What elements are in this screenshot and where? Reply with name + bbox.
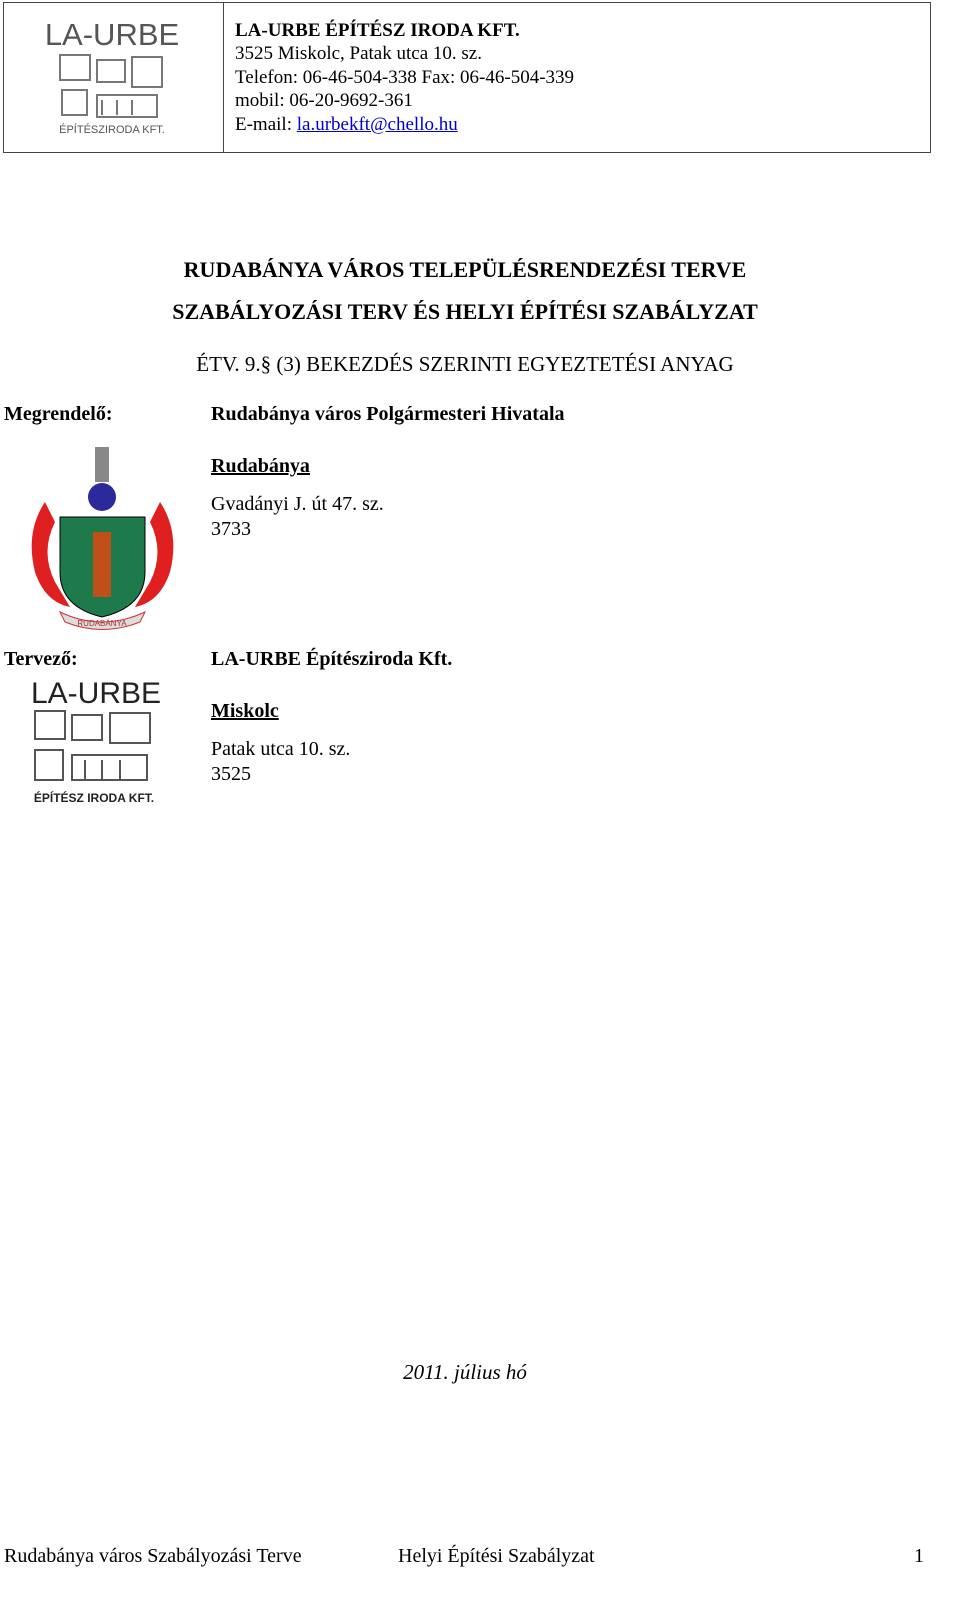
company-phone: Telefon: 06-46-504-338 Fax: 06-46-504-339 [235,67,575,88]
client-label: Megrendelő: [4,403,113,425]
designer-logo [30,675,162,807]
client-city: Rudabánya [211,455,310,477]
svg-text:ÉPÍTÉSZ IRODA KFT.: ÉPÍTÉSZ IRODA KFT. [33,791,155,805]
letterhead-box [3,2,931,153]
client-street: Gvadányi J. út 47. sz. [211,493,384,515]
company-address: 3525 Miskolc, Patak utca 10. sz. [235,43,482,64]
designer-label: Tervező: [4,648,78,670]
page-number: 1 [914,1545,924,1567]
designer-name: LA-URBE Építésziroda Kft. [211,648,453,670]
client-zip: 3733 [211,518,251,540]
company-name: LA-URBE ÉPÍTÉSZ IRODA KFT. [235,20,520,41]
designer-street: Patak utca 10. sz. [211,738,351,760]
client-name: Rudabánya város Polgármesteri Hivatala [211,403,565,425]
footer-left: Rudabánya város Szabályozási Terve [4,1545,302,1567]
title-line-2: SZABÁLYOZÁSI TERV ÉS HELYI ÉPÍTÉSI SZABÁLYZAT [172,299,758,324]
rudabanya-coat-of-arms [25,442,180,632]
svg-text:ÉPÍTÉSZIRODA KFT.: ÉPÍTÉSZIRODA KFT. [59,124,165,136]
company-email-row [235,114,458,136]
title-line-3: ÉTV. 9.§ (3) BEKEZDÉS SZERINTI EGYEZTETÉSI ANYAG [196,352,734,376]
email-link[interactable]: la.urbekft@chello.hu [296,114,458,135]
date: 2011. július hó [403,1360,527,1384]
email-label: E-mail: [235,114,297,135]
divider [223,3,224,152]
svg-text:LA-URBE: LA-URBE [30,677,162,710]
designer-zip: 3525 [211,763,251,785]
svg-text:RUDABÁNYA: RUDABÁNYA [77,619,127,628]
la-urbe-logo [44,15,180,137]
designer-city: Miskolc [211,700,279,722]
title-line-1: RUDABÁNYA VÁROS TELEPÜLÉSRENDEZÉSI TERVE [183,257,747,282]
svg-text:LA-URBE: LA-URBE [44,17,180,52]
footer-center: Helyi Építési Szabályzat [398,1545,595,1567]
company-mobile: mobil: 06-20-9692-361 [235,90,413,111]
